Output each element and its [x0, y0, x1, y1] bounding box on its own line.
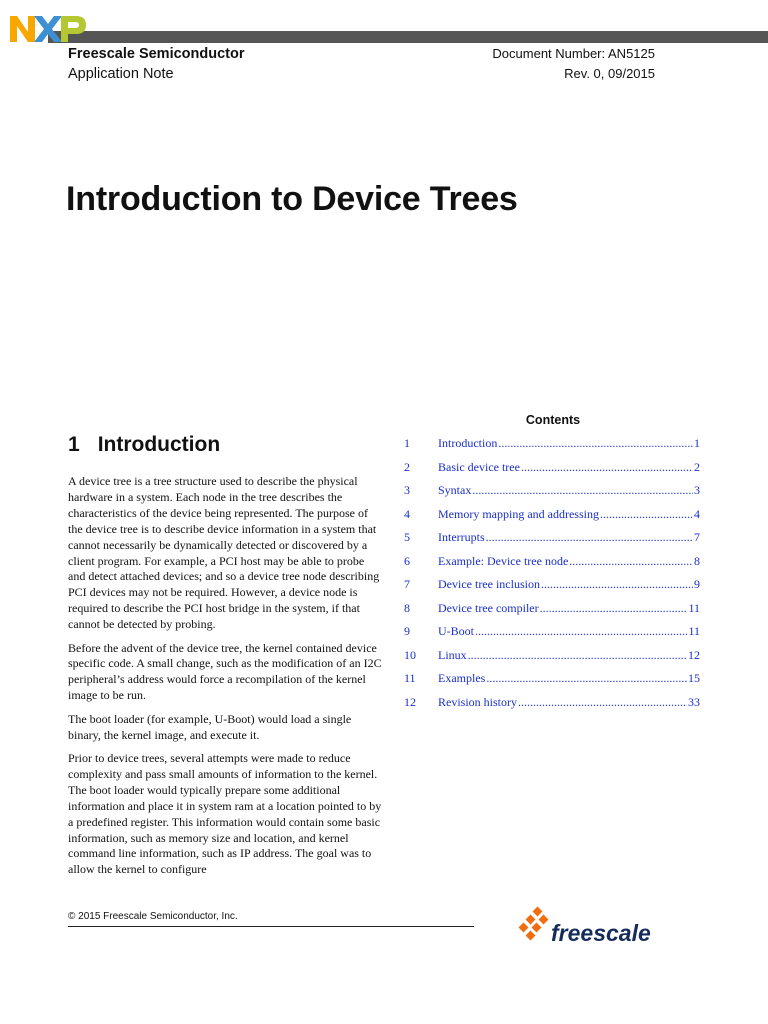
toc-entry[interactable]	[404, 601, 700, 625]
toc-entry-page[interactable]: 4	[694, 506, 700, 521]
toc-leader-dots	[498, 436, 693, 451]
section-number: 1	[68, 433, 80, 456]
paragraph: Before the advent of the device tree, the kernel contained device specific code. A small change, such as the modification of an I2C peripheral’s address would force a recompilation of the kernel image to be run.	[68, 640, 382, 703]
toc-entry[interactable]	[404, 507, 700, 531]
toc-entry[interactable]	[404, 460, 700, 484]
freescale-logo	[518, 906, 664, 946]
toc-entry-title[interactable]: Example: Device tree node	[438, 553, 569, 568]
document-type: Application Note	[68, 66, 174, 82]
toc-leader-dots	[518, 695, 687, 710]
toc-entry-number: 7	[404, 577, 410, 591]
toc-entry-title[interactable]: Syntax	[438, 483, 472, 497]
toc-entry[interactable]	[404, 624, 700, 648]
toc-entry-page[interactable]: 8	[694, 553, 700, 568]
toc-leader-dots	[475, 624, 687, 639]
toc-entry-title[interactable]: Device tree inclusion	[438, 577, 540, 591]
section-heading	[68, 433, 220, 457]
toc-entry[interactable]	[404, 648, 700, 672]
toc-entry[interactable]	[404, 483, 700, 507]
toc-leader-dots	[569, 554, 693, 569]
toc-leader-dots	[472, 483, 693, 498]
toc-entry-number: 12	[404, 694, 416, 709]
toc-leader-dots	[541, 577, 693, 592]
table-of-contents	[404, 436, 700, 718]
toc-entry-title[interactable]: Device tree compiler	[438, 600, 539, 615]
toc-entry[interactable]	[404, 436, 700, 460]
toc-entry-page[interactable]: 15	[688, 671, 700, 685]
toc-leader-dots	[468, 648, 687, 663]
toc-entry-page[interactable]: 2	[694, 459, 700, 474]
toc-entry-page[interactable]: 1	[694, 436, 700, 450]
toc-entry-title[interactable]: Introduction	[438, 436, 498, 450]
toc-entry-title[interactable]: Examples	[438, 671, 486, 685]
company-name: Freescale Semiconductor	[68, 46, 245, 62]
toc-entry-title[interactable]: Linux	[438, 647, 467, 662]
toc-entry-page[interactable]: 11	[688, 600, 700, 615]
toc-entry-page[interactable]: 33	[688, 694, 700, 709]
toc-leader-dots	[486, 530, 693, 545]
toc-entry[interactable]	[404, 530, 700, 554]
paragraph: The boot loader (for example, U-Boot) would load a single binary, the kernel image, and execute it.	[68, 711, 352, 742]
toc-entry-page[interactable]: 3	[694, 483, 700, 497]
toc-leader-dots	[486, 671, 687, 686]
contents-heading: Contents	[525, 413, 581, 427]
paragraph: A device tree is a tree structure used to describe the physical hardware in a system. Each node in the tree describes the characteristics of the device being represented. The purpose of the device tree is to describe device information in a system that cannot necessarily be dynamically detected or discovered by a client program. For example, a PCI host may be able to probe and detect attached devices; and so a device tree node describing PCI devices may not be required. However, a device node is required to describe the PCI host bridge in the system, if that cannot be detected by probing.	[68, 474, 380, 632]
toc-entry-page[interactable]: 9	[694, 577, 700, 591]
toc-entry-title[interactable]: Revision history	[438, 694, 518, 709]
header-bar	[48, 31, 768, 43]
toc-leader-dots	[521, 460, 693, 475]
toc-entry-number: 9	[404, 624, 410, 638]
document-number: Document Number: AN5125	[492, 46, 655, 61]
toc-entry-number: 2	[404, 459, 410, 474]
toc-entry-title[interactable]: Interrupts	[438, 530, 485, 544]
paragraph: Prior to device trees, several attempts were made to reduce complexity and pass small amounts of information to the kernel. The boot loader would typically prepare some additional information and place it in system ram at a location pointed to by a predefined register. This information would contain some basic information, such as memory size and location, and kernel command line information, such as IP address. The goal was to allow the kernel to configure	[68, 751, 382, 877]
footer-divider	[68, 926, 474, 927]
toc-entry-page[interactable]: 12	[688, 647, 700, 662]
revision: Rev. 0, 09/2015	[564, 66, 655, 81]
copyright: © 2015 Freescale Semiconductor, Inc.	[68, 911, 238, 922]
toc-entry[interactable]	[404, 577, 700, 601]
toc-entry-number: 11	[404, 671, 416, 685]
document-title: Introduction to Device Trees	[66, 180, 518, 218]
toc-entry-page[interactable]: 11	[688, 624, 700, 638]
toc-entry-number: 5	[404, 530, 410, 544]
freescale-logo-text: freescale	[551, 920, 651, 946]
toc-entry-number: 10	[404, 647, 416, 662]
nxp-logo	[8, 10, 88, 46]
toc-entry[interactable]	[404, 671, 700, 695]
toc-entry-number: 6	[404, 553, 410, 568]
toc-entry-number: 3	[404, 483, 410, 497]
toc-entry-title[interactable]: Memory mapping and addressing	[438, 506, 599, 521]
toc-entry-title[interactable]: Basic device tree	[438, 459, 520, 474]
section-title: Introduction	[97, 433, 221, 456]
toc-entry[interactable]	[404, 554, 700, 578]
toc-entry-number: 4	[404, 506, 410, 521]
toc-entry[interactable]	[404, 695, 700, 719]
toc-entry-title[interactable]: U-Boot	[438, 624, 474, 638]
toc-entry-number: 1	[404, 436, 410, 450]
toc-leader-dots	[540, 601, 688, 616]
toc-entry-number: 8	[404, 600, 410, 615]
toc-entry-page[interactable]: 7	[694, 530, 700, 544]
body-text	[68, 474, 384, 886]
toc-leader-dots	[600, 507, 693, 522]
